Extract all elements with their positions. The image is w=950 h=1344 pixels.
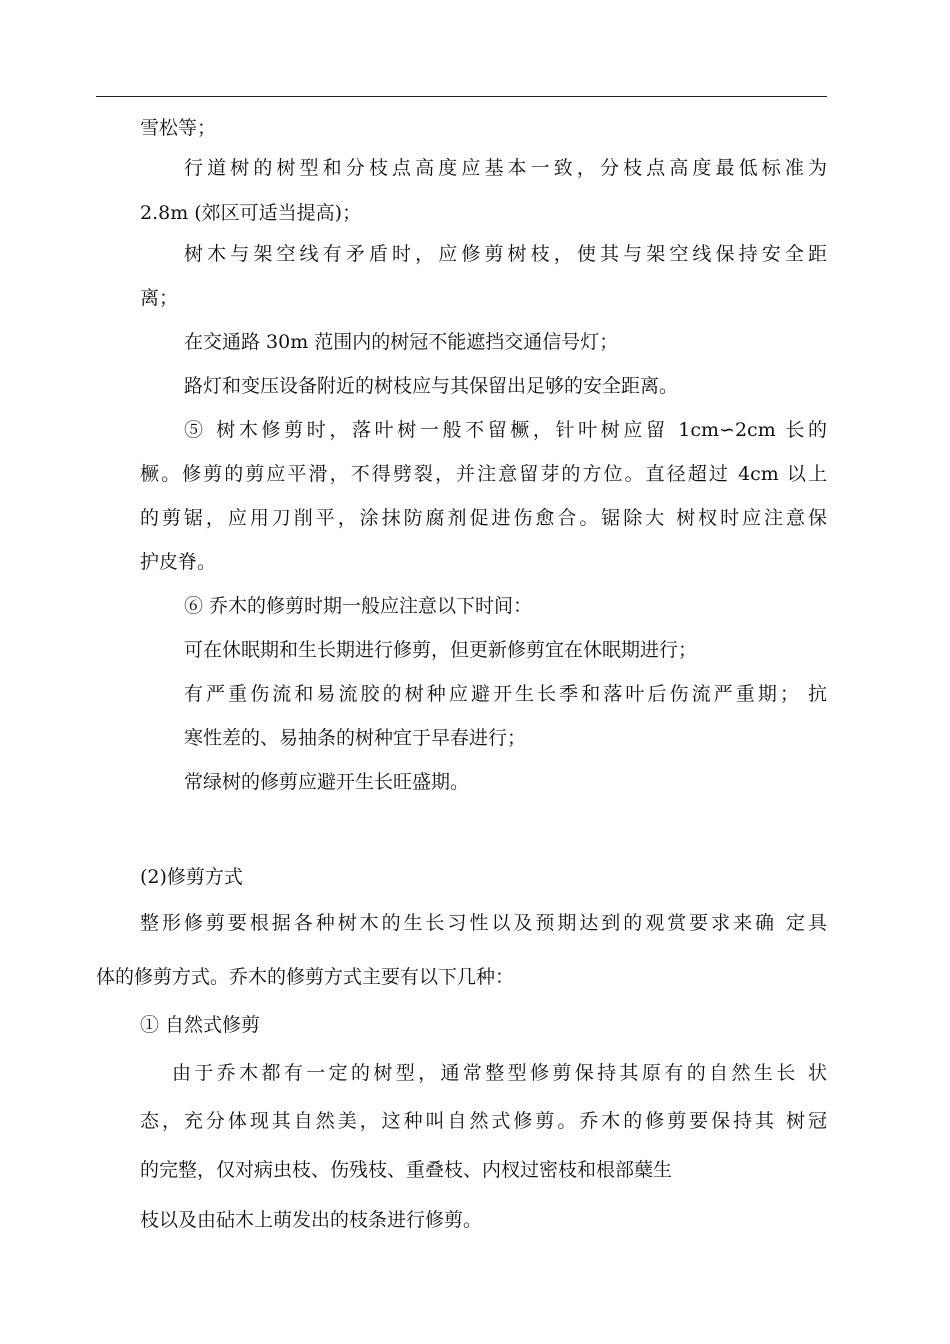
text-line: 行道树的树型和分枝点高度应基本一致，分枝点高度最低标准为 bbox=[184, 157, 827, 179]
subsection-heading: ① 自然式修剪 bbox=[140, 1014, 261, 1036]
text-line: 护皮脊。 bbox=[140, 551, 217, 573]
text-line: 路灯和变压设备附近的树枝应与其保留出足够的安全距离。 bbox=[184, 375, 679, 397]
text-line: 枝以及由砧木上萌发出的枝条进行修剪。 bbox=[140, 1209, 483, 1231]
text-line: 离； bbox=[140, 287, 179, 309]
text-line: 寒性差的、易抽条的树种宜于早春进行； bbox=[184, 727, 527, 749]
text-line: 的剪锯，应用刀削平，涂抹防腐剂促进伤愈合。锯除大 树杈时应注意保 bbox=[140, 507, 827, 529]
text-line: 在交通路 30m 范围内的树冠不能遮挡交通信号灯； bbox=[184, 331, 619, 353]
text-line: 可在休眠期和生长期进行修剪，但更新修剪宜在休眠期进行； bbox=[184, 639, 698, 661]
text-line: 常绿树的修剪应避开生长旺盛期。 bbox=[184, 771, 470, 793]
text-line: 体的修剪方式。乔木的修剪方式主要有以下几种： bbox=[96, 966, 515, 988]
section-heading: (2)修剪方式 bbox=[140, 866, 243, 888]
text-line: 整形修剪要根据各种树木的生长习性以及预期达到的观赏要求来确 定具 bbox=[140, 912, 827, 934]
text-line: 树木与架空线有矛盾时，应修剪树枝，使其与架空线保持安全距 bbox=[184, 243, 827, 265]
text-line: ⑥ 乔木的修剪时期一般应注意以下时间： bbox=[184, 595, 533, 617]
text-line: ⑤ 树木修剪时，落叶树一般不留橛，针叶树应留 1cm∽2cm 长的 bbox=[184, 419, 827, 441]
text-line: 有严重伤流和易流胶的树种应避开生长季和落叶后伤流严重期； 抗 bbox=[184, 683, 827, 705]
text-line: 由于乔木都有一定的树型，通常整型修剪保持其原有的自然生长 状 bbox=[172, 1062, 827, 1084]
text-line: 的完整，仅对病虫枝、伤残枝、重叠枝、内杈过密枝和根部蘖生 bbox=[140, 1159, 673, 1181]
text-line: 雪松等； bbox=[140, 117, 217, 139]
text-line: 态，充分体现其自然美，这种叫自然式修剪。乔木的修剪要保持其 树冠 bbox=[140, 1110, 827, 1132]
text-line: 橛。修剪的剪应平滑，不得劈裂，并注意留芽的方位。直径超过 4cm 以上 bbox=[140, 463, 827, 485]
header-rule bbox=[96, 96, 827, 97]
text-line: 2.8m (郊区可适当提高)； bbox=[140, 202, 362, 224]
